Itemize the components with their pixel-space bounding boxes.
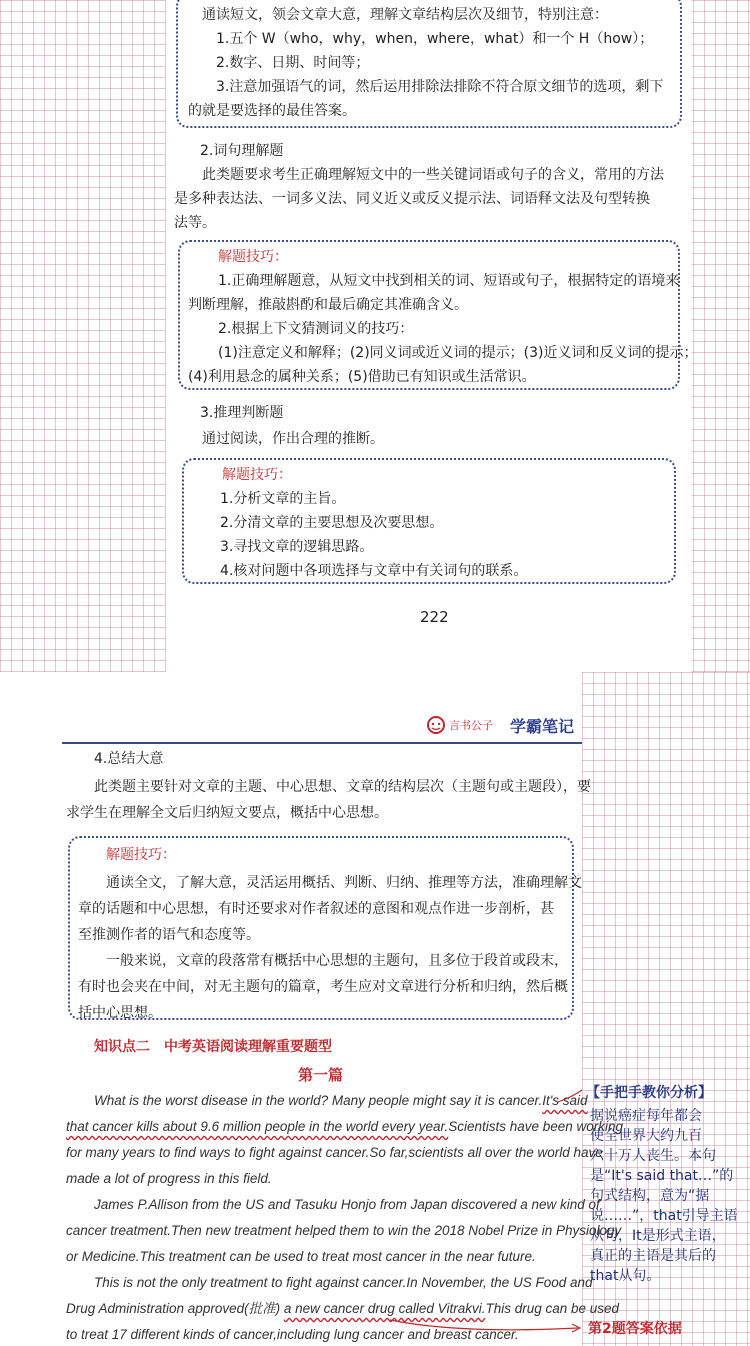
side-note-line: 从句，It是形式主语，: [590, 1228, 726, 1244]
analysis-side-note: [586, 1082, 748, 1286]
passage-line: [66, 1298, 619, 1320]
box-line: 判断理解，推敲斟酌和最后确定其准确含义。: [188, 297, 468, 313]
box-line: 一般来说，文章的段落常有概括中心思想的主题句，且多位于段首或段末，: [106, 953, 568, 969]
tips-title: 解题技巧：: [222, 467, 292, 483]
passage-line: James P.Allison from the US and Tasuku Honjo from Japan discovered a new kind of: [94, 1197, 600, 1212]
passage-line: for many years to find ways to fight against cancer.So far,scientists all over the world have: [66, 1145, 603, 1160]
box-line: 通读全文，了解大意，灵活运用概括、判断、归纳、推理等方法，准确理解文: [106, 875, 582, 891]
tips-title: 解题技巧：: [218, 249, 288, 265]
box-line: (1)注意定义和解释；(2)同义词或近义词的提示；(3)近义词和反义词的提示；: [218, 345, 698, 361]
paragraph-line: 此类题主要针对文章的主题、中心思想、文章的结构层次（主题句或主题段），要: [94, 779, 591, 795]
passage-line: to treat 17 different kinds of cancer,including lung cancer and breast cancer.: [66, 1327, 519, 1342]
tips-box-word-meaning: [178, 240, 698, 390]
answer-basis-note: 第2题答案依据: [588, 1321, 682, 1337]
box-line: 2.分清文章的主要思想及次要思想。: [220, 515, 444, 531]
side-note-line: 是“It's said that…”的: [590, 1168, 734, 1184]
box-line: 有时也会夹在中间，对无主题句的篇章，考生应对文章进行分析和归纳，然后概: [78, 979, 568, 995]
page-bottom: [0, 672, 624, 1346]
side-note-title: 【手把手教你分析】: [586, 1085, 712, 1101]
box-line: 3.注意加强语气的词，然后运用排除法排除不符合原文细节的选项，剩下: [216, 79, 664, 95]
paragraph-line: 是多种表达法、一词多义法、同义近义或反义提示法、词语释文法及句型转换: [174, 191, 650, 207]
passage-title: 第一篇: [298, 1066, 344, 1084]
side-note-line: 六十万人丧生。本句: [590, 1148, 716, 1164]
section-heading: 4.总结大意: [94, 751, 164, 767]
tips-box-detail: [176, 0, 682, 128]
side-note-line: 据说癌症每年都会: [590, 1108, 702, 1124]
tips-box-inference: [182, 458, 676, 584]
paragraph-line: 通过阅读，作出合理的推断。: [202, 431, 384, 447]
passage-line: [94, 1090, 588, 1112]
passage-line: [66, 1116, 623, 1138]
box-line: 1.分析文章的主旨。: [220, 491, 346, 507]
arrow-head-icon: [572, 1324, 580, 1332]
brand-logo: [426, 714, 504, 736]
box-line: 1.五个 W（who，why，when，where，what）和一个 H（how）；: [216, 31, 654, 47]
box-line: 的就是要选择的最佳答案。: [188, 103, 356, 119]
passage-line: or Medicine.This treatment can be used to treat most cancer in the near future.: [66, 1249, 536, 1264]
paragraph-line: 此类题要求考生正确理解短文中的一些关键词语或句子的含义，常用的方法: [202, 167, 664, 183]
box-line: 括中心思想。: [78, 1005, 162, 1021]
header-title: 学霸笔记: [510, 717, 575, 736]
page-top: [166, 0, 698, 672]
box-line: 3.寻找文章的逻辑思路。: [220, 539, 374, 555]
box-line: 至推测作者的语气和态度等。: [78, 927, 260, 943]
passage-text: This drug can be used: [485, 1301, 620, 1316]
section-heading: 3.推理判断题: [200, 405, 284, 421]
underlined-answer-basis: a new cancer drug called Vitrakvi.: [283, 1301, 486, 1316]
box-line: (4)利用悬念的属种关系；(5)借助已有知识或生活常识。: [188, 369, 536, 385]
side-note-line: 真正的主语是其后的: [590, 1248, 716, 1264]
underlined-key-sentence: It's said: [542, 1093, 588, 1108]
passage-text: Scientists have been working: [448, 1119, 624, 1134]
passage-line: made a lot of progress in this field.: [66, 1171, 272, 1186]
scholar-mascot-icon: [426, 715, 446, 735]
box-line: 1.正确理解题意，从短文中找到相关的词、短语或句子，根据特定的语境来: [218, 273, 680, 289]
passage-line: This is not the only treatment to fight against cancer.In November, the US Food and: [94, 1275, 593, 1290]
underlined-key-sentence: that cancer kills about 9.6 million people in the world every year.: [66, 1119, 449, 1134]
side-note-line: 使全世界大约九百: [590, 1128, 702, 1144]
side-note-line: 说……”，that引导主语: [590, 1208, 738, 1224]
box-line: 章的话题和中心思想，有时还要求对作者叙述的意图和观点作进一步剖析，甚: [78, 901, 554, 917]
paragraph-line: 求学生在理解全文后归纳短文要点，概括中心思想。: [66, 805, 388, 821]
page-number: 222: [420, 608, 449, 626]
box-line: 2.根据上下文猜测词义的技巧：: [218, 321, 414, 337]
box-line: 通读短文，领会文章大意，理解文章结构层次及细节，特别注意：: [202, 7, 608, 23]
side-note-line: 句式结构，意为“据: [590, 1188, 710, 1204]
header-divider: [62, 742, 582, 744]
tips-title: 解题技巧：: [106, 847, 176, 863]
passage-text: Drug Administration approved(批准): [66, 1301, 284, 1316]
box-line: 4.核对问题中各项选择与文章中有关词句的联系。: [220, 563, 528, 579]
box-line: 2.数字、日期、时间等；: [216, 55, 370, 71]
logo-text: 言书公子: [449, 719, 493, 732]
passage-text: What is the worst disease in the world? Many people might say it is cancer.: [94, 1093, 543, 1108]
section-heading: 2.词句理解题: [200, 143, 284, 159]
knowledge-point-heading: 知识点二 中考英语阅读理解重要题型: [94, 1039, 332, 1055]
paragraph-line: 法等。: [174, 215, 216, 231]
tips-box-main-idea: [68, 836, 582, 1021]
side-note-line: that从句。: [590, 1268, 661, 1284]
passage-line: cancer treatment.Then new treatment helped them to win the 2018 Nobel Prize in Physiology: [66, 1223, 622, 1238]
